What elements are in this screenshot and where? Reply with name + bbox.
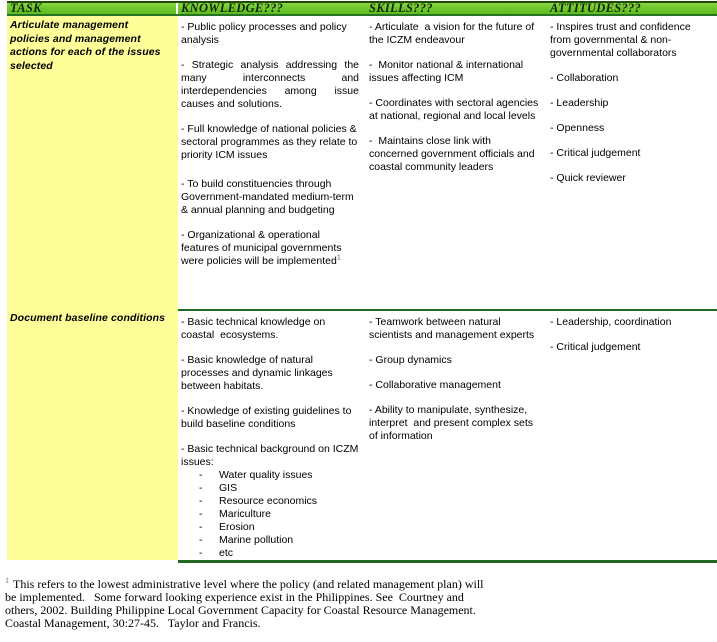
sub-list-text: etc [219, 547, 234, 559]
sub-list-text: Mariculture [219, 508, 271, 520]
column-header-task: TASK [7, 3, 178, 14]
sub-list-item [181, 495, 359, 508]
sub-list-dash: - [199, 508, 203, 520]
task-cell: Articulate management policies and management actions for each of the issues selected [7, 16, 178, 309]
table-header-row [7, 1, 717, 16]
sub-list-item [181, 521, 359, 534]
table-bottom-border [178, 560, 717, 563]
sub-list-dash: - [199, 547, 203, 559]
attitudes-cell [547, 309, 717, 560]
footnote-text: This refers to the lowest administrative level where the policy (and related management plan) will be implemented. Some forward looking experience exist in the Philippines. See Courtney and others, 2002. Building Philippine Local Government Capacity for Coastal Resource Management. Coastal Management, 30:27-45. Taylor and Francis. [5, 577, 487, 630]
sub-list-dash: - [199, 495, 203, 507]
sub-list-item [181, 534, 359, 547]
bullet-item: - Basic knowledge of natural processes and dynamic linkages between habitats. [181, 354, 336, 392]
footnote-marker: 1 [5, 576, 9, 585]
sub-list-text: GIS [219, 482, 238, 494]
bullet-item: - Inspires trust and confidence from governmental & non-governmental collaborators [550, 21, 694, 59]
sub-list-item [181, 508, 359, 521]
bullet-item: - Basic technical knowledge on coastal ecosystems. [181, 316, 329, 341]
bullet-item: - Leadership, coordination [550, 316, 672, 328]
sub-list-item [181, 547, 359, 560]
attitudes-cell [547, 16, 717, 309]
sub-list-dash: - [199, 482, 203, 494]
sub-list-text: Marine pollution [219, 534, 294, 546]
bullet-item: - Critical judgement [550, 147, 641, 159]
sub-list-dash: - [199, 534, 203, 546]
bullet-item: - Collaborative management [369, 379, 501, 391]
footnote [5, 578, 489, 630]
sub-list-text: Resource economics [219, 495, 318, 507]
sub-list-item [181, 469, 359, 482]
bullet-item: - Coordinates with sectoral agencies at national, regional and local levels [369, 97, 542, 122]
bullet-item: - Full knowledge of national policies & sectoral programmes as they relate to priority ICM issues [181, 123, 361, 161]
sub-list-text: Water quality issues [219, 469, 313, 481]
bullet-item: - Group dynamics [369, 354, 452, 366]
sub-list-dash: - [199, 469, 203, 481]
bullet-item: - Public policy processes and policy analysis [181, 21, 350, 46]
bullet-item: - Leadership [550, 97, 609, 109]
skills-cell [366, 309, 547, 560]
bullet-item: - Strategic analysis addressing the many interconnects and interdependencies among issue causes and solutions. [181, 59, 359, 110]
bullet-item: - Maintains close link with concerned government officials and coastal community leaders [369, 135, 538, 173]
table-body [7, 16, 717, 563]
sub-list-text: Erosion [219, 521, 255, 533]
bullet-item: - Ability to manipulate, synthesize, interpret and present complex sets of information [369, 404, 536, 442]
bullet-item: - Collaboration [550, 72, 619, 84]
bullet-item: - Articulate a vision for the future of the ICZM endeavour [369, 21, 538, 46]
bullet-item: - Critical judgement [550, 341, 641, 353]
footnote-reference: 1 [336, 254, 341, 262]
column-header-skills: SKILLS??? [369, 3, 433, 14]
column-header-knowledge: KNOWLEDGE??? [181, 3, 284, 14]
skills-cell [366, 16, 547, 309]
column-header-attitudes: ATTITUDES??? [550, 3, 642, 14]
sub-list-dash: - [199, 521, 203, 533]
knowledge-cell [178, 309, 366, 560]
bullet-item: - Basic technical background on ICZM issues: [181, 443, 362, 468]
sub-list-item [181, 482, 359, 495]
bullet-item: - Monitor national & international issues affecting ICM [369, 59, 527, 84]
bullet-item: - Organizational & operational features of municipal governments were policies will be implemented$^1$ [181, 229, 345, 267]
bullet-item: - To build constituencies through Government-mandated medium-term & annual planning and budgeting [181, 178, 360, 216]
bullet-item: - Teamwork between natural scientists and management experts [369, 316, 535, 341]
bullet-item: - Openness [550, 122, 605, 134]
knowledge-cell [178, 16, 366, 309]
ksa-table [7, 1, 717, 563]
bullet-item: - Quick reviewer [550, 172, 626, 184]
task-cell: Document baseline conditions [7, 309, 178, 560]
bullet-item: - Knowledge of existing guidelines to build baseline conditions [181, 405, 355, 430]
